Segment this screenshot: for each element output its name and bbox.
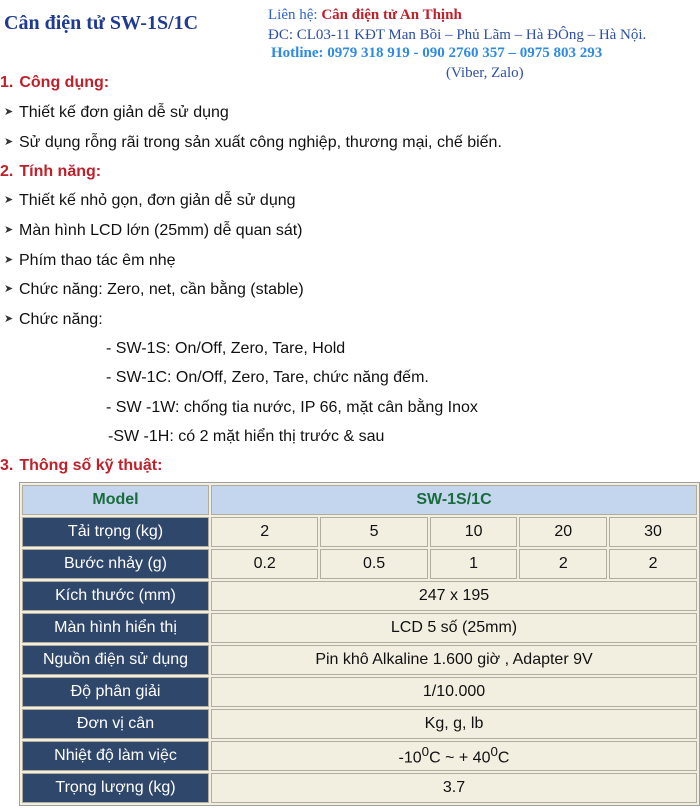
spec-label-cell: Trọng lượng (kg)	[22, 773, 209, 803]
section-number: 3.	[0, 457, 14, 474]
arrow-bullet-icon: ➤	[4, 136, 14, 148]
list-item: ➤ Thiết kế nhỏ gọn, đơn giản dễ sử dụng	[4, 192, 296, 209]
section-features-heading	[0, 163, 101, 181]
arrow-bullet-icon: ➤	[4, 283, 14, 295]
spec-value-cell: LCD 5 số (25mm)	[211, 613, 697, 643]
table-row	[22, 645, 697, 675]
spec-value-cell: 3.7	[211, 773, 697, 803]
page-title: Cân điện tử SW-1S/1C	[4, 12, 199, 34]
arrow-bullet-icon: ➤	[4, 106, 14, 118]
capacity-cell: 2	[211, 517, 318, 547]
table-row	[22, 741, 697, 771]
hotline-line: Hotline: 0979 318 919 - 090 2760 357 – 0975 803 293	[271, 45, 603, 61]
contact-line	[268, 7, 462, 24]
list-item: ➤ Phím thao tác êm nhẹ	[4, 252, 176, 269]
spec-value-cell: Pin khô Alkaline 1.600 giờ , Adapter 9V	[211, 645, 697, 675]
list-item: ➤ Thiết kế đơn giản dễ sử dụng	[4, 104, 229, 121]
model-value-cell: SW-1S/1C	[211, 485, 697, 515]
table-row	[22, 485, 697, 515]
list-item: ➤ Sử dụng rỗng rãi trong sản xuất công nghiệp, thương mại, chế biến.	[4, 134, 502, 151]
section-title: Thông số kỹ thuật:	[19, 457, 163, 474]
spec-label-cell: Độ phân giải	[22, 677, 209, 707]
model-label-cell: Model	[22, 485, 209, 515]
capacity-cell: 10	[430, 517, 518, 547]
step-cell: 0.2	[211, 549, 318, 579]
section-usage-heading	[0, 74, 109, 92]
capacity-cell: 30	[609, 517, 697, 547]
section-specs-heading	[0, 457, 162, 475]
spec-label-cell: Đơn vị cân	[22, 709, 209, 739]
step-cell: 2	[609, 549, 697, 579]
spec-label-cell: Nguồn điện sử dụng	[22, 645, 209, 675]
step-cell: 2	[519, 549, 607, 579]
messaging-note: (Viber, Zalo)	[446, 65, 524, 81]
step-label-cell: Bước nhảy (g)	[22, 549, 209, 579]
spec-table	[19, 482, 700, 806]
capacity-cell: 20	[519, 517, 607, 547]
section-title: Công dụng:	[19, 74, 110, 91]
model-feature-item: - SW -1W: chống tia nước, IP 66, mặt cân bằng Inox	[106, 399, 478, 416]
list-item: ➤ Chức năng: Zero, net, cần bằng (stable)	[4, 281, 304, 298]
table-row	[22, 773, 697, 803]
table-row	[22, 709, 697, 739]
spec-value-cell: 247 x 195	[211, 581, 697, 611]
step-cell: 0.5	[320, 549, 427, 579]
model-feature-item: -SW -1H: có 2 mặt hiển thị trước & sau	[108, 428, 385, 445]
section-number: 1.	[0, 74, 14, 91]
list-item: ➤ Màn hình LCD lớn (25mm) dễ quan sát)	[4, 222, 303, 239]
spec-value-cell: Kg, g, lb	[211, 709, 697, 739]
step-cell: 1	[430, 549, 518, 579]
table-row	[22, 581, 697, 611]
address-line: ĐC: CL03-11 KĐT Man Bồi – Phủ Lãm – Hà ĐÔng – Hà Nội.	[268, 27, 647, 43]
arrow-bullet-icon: ➤	[4, 224, 14, 236]
table-row	[22, 517, 697, 547]
spec-label-cell: Màn hình hiển thị	[22, 613, 209, 643]
spec-value-cell: $-10^0C$ ~ + $40^0C$	[211, 741, 697, 771]
spec-value-cell: 1/10.000	[211, 677, 697, 707]
model-feature-item: - SW-1C: On/Off, Zero, Tare, chức năng đếm.	[106, 369, 429, 386]
spec-label-cell: Nhiệt độ làm việc	[22, 741, 209, 771]
table-row	[22, 677, 697, 707]
contact-name: Cân điện tử An Thịnh	[321, 7, 462, 23]
spec-label-cell: Kích thước (mm)	[22, 581, 209, 611]
arrow-bullet-icon: ➤	[4, 313, 14, 325]
capacity-cell: 5	[320, 517, 427, 547]
capacity-label-cell: Tải trọng (kg)	[22, 517, 209, 547]
arrow-bullet-icon: ➤	[4, 194, 14, 206]
arrow-bullet-icon: ➤	[4, 254, 14, 266]
list-item: ➤ Chức năng:	[4, 311, 103, 328]
table-row	[22, 549, 697, 579]
contact-label: Liên hệ:	[268, 7, 322, 23]
model-feature-item: - SW-1S: On/Off, Zero, Tare, Hold	[106, 340, 346, 357]
table-row	[22, 613, 697, 643]
section-title: Tính năng:	[19, 163, 102, 180]
section-number: 2.	[0, 163, 14, 180]
